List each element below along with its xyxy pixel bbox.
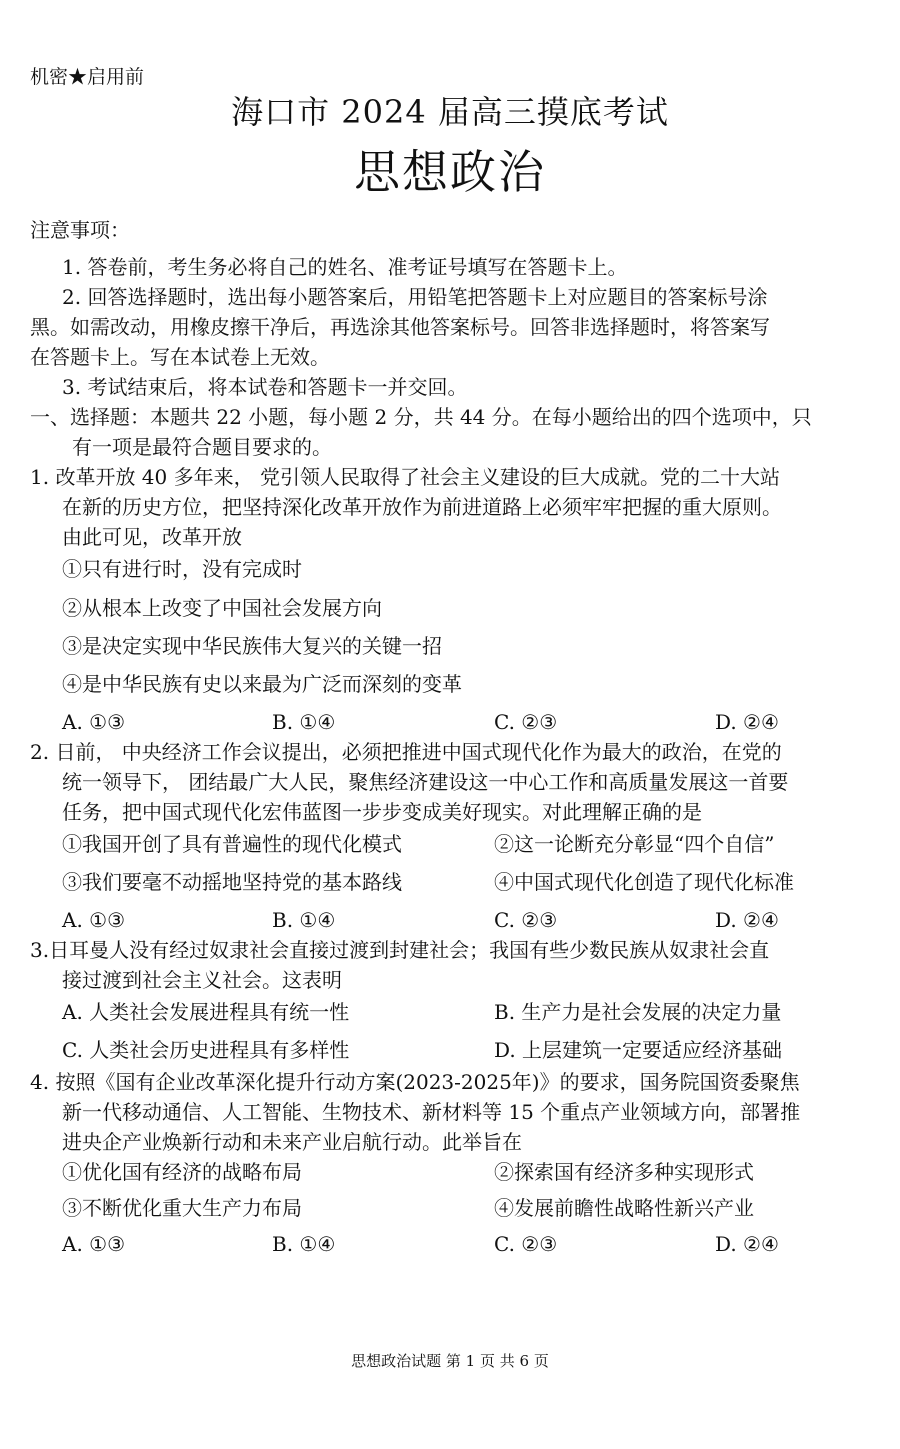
notice-heading: 注意事项： bbox=[30, 218, 130, 242]
question-4-stem: 新一代移动通信、人工智能、生物技术、新材料等 15 个重点产业领域方向，部署推 bbox=[62, 1100, 801, 1124]
notice-item: 3. 考试结束后，将本试卷和答题卡一并交回。 bbox=[62, 375, 468, 399]
notice-item: 在答题卡上。写在本试卷上无效。 bbox=[30, 345, 330, 369]
question-1-item: ①只有进行时，没有完成时 bbox=[62, 557, 302, 581]
question-3-option-d[interactable]: D. 上层建筑一定要适应经济基础 bbox=[494, 1038, 783, 1062]
question-1-option-d[interactable]: D. ②④ bbox=[715, 710, 779, 734]
question-4-item: ①优化国有经济的战略布局 bbox=[62, 1160, 302, 1184]
question-2-item: ①我国开创了具有普遍性的现代化模式 bbox=[62, 832, 402, 856]
question-1-stem: 1. 改革开放 40 多年来， 党引领人民取得了社会主义建设的巨大成就。党的二十大站 bbox=[30, 465, 780, 489]
question-2-option-a[interactable]: A. ①③ bbox=[62, 908, 126, 932]
notice-item: 黑。如需改动，用橡皮擦干净后，再选涂其他答案标号。回答非选择题时，将答案写 bbox=[30, 315, 770, 339]
question-3-option-a[interactable]: A. 人类社会发展进程具有统一性 bbox=[62, 1000, 350, 1024]
question-2-option-d[interactable]: D. ②④ bbox=[715, 908, 779, 932]
question-3-stem: 3.日耳曼人没有经过奴隶社会直接过渡到封建社会；我国有些少数民族从奴隶社会直 bbox=[30, 938, 770, 962]
confidential-label: 机密★启用前 bbox=[30, 66, 145, 88]
question-2-item: ③我们要毫不动摇地坚持党的基本路线 bbox=[62, 870, 402, 894]
notice-item: 2. 回答选择题时，选出每小题答案后，用铅笔把答题卡上对应题目的答案标号涂 bbox=[62, 285, 768, 309]
section-heading: 一、选择题：本题共 22 小题，每小题 2 分，共 44 分。在每小题给出的四个选项中，只 bbox=[30, 405, 812, 429]
question-4-item: ③不断优化重大生产力布局 bbox=[62, 1196, 302, 1220]
question-1-stem: 由此可见，改革开放 bbox=[62, 525, 242, 549]
notice-item: 1. 答卷前，考生务必将自己的姓名、准考证号填写在答题卡上。 bbox=[62, 255, 628, 279]
question-1-item: ③是决定实现中华民族伟大复兴的关键一招 bbox=[62, 634, 442, 658]
question-3-stem: 接过渡到社会主义社会。这表明 bbox=[62, 968, 342, 992]
question-4-option-d[interactable]: D. ②④ bbox=[715, 1232, 779, 1256]
question-1-stem: 在新的历史方位，把坚持深化改革开放作为前进道路上必须牢牢把握的重大原则。 bbox=[62, 495, 782, 519]
question-4-option-b[interactable]: B. ①④ bbox=[272, 1232, 336, 1256]
question-4-option-c[interactable]: C. ②③ bbox=[494, 1232, 558, 1256]
question-4-option-a[interactable]: A. ①③ bbox=[62, 1232, 126, 1256]
question-2-stem: 统一领导下， 团结最广大人民，聚焦经济建设这一中心工作和高质量发展这一首要 bbox=[62, 770, 789, 794]
subject-title: 思想政治 bbox=[354, 145, 546, 199]
question-4-item: ④发展前瞻性战略性新兴产业 bbox=[494, 1196, 754, 1220]
question-4-item: ②探索国有经济多种实现形式 bbox=[494, 1160, 754, 1184]
question-3-option-b[interactable]: B. 生产力是社会发展的决定力量 bbox=[494, 1000, 782, 1024]
question-1-option-c[interactable]: C. ②③ bbox=[494, 710, 558, 734]
question-2-option-c[interactable]: C. ②③ bbox=[494, 908, 558, 932]
page-footer: 思想政治试题 第 1 页 共 6 页 bbox=[351, 1352, 549, 1370]
question-1-option-b[interactable]: B. ①④ bbox=[272, 710, 336, 734]
section-heading-cont: 有一项是最符合题目要求的。 bbox=[72, 435, 332, 459]
question-4-stem: 4. 按照《国有企业改革深化提升行动方案(2023-2025年)》的要求，国务院国资委聚焦 bbox=[30, 1070, 800, 1094]
question-1-option-a[interactable]: A. ①③ bbox=[62, 710, 126, 734]
question-2-item: ④中国式现代化创造了现代化标准 bbox=[494, 870, 794, 894]
question-3-option-c[interactable]: C. 人类社会历史进程具有多样性 bbox=[62, 1038, 350, 1062]
question-4-stem: 进央企产业焕新行动和未来产业启航行动。此举旨在 bbox=[62, 1130, 522, 1154]
question-1-item: ②从根本上改变了中国社会发展方向 bbox=[62, 596, 382, 620]
question-2-stem: 任务，把中国式现代化宏伟蓝图一步步变成美好现实。对此理解正确的是 bbox=[62, 800, 702, 824]
question-1-item: ④是中华民族有史以来最为广泛而深刻的变革 bbox=[62, 672, 462, 696]
question-2-item: ②这一论断充分彰显“四个自信” bbox=[494, 832, 775, 856]
question-2-option-b[interactable]: B. ①④ bbox=[272, 908, 336, 932]
exam-title: 海口市 2024 届高三摸底考试 bbox=[231, 93, 669, 131]
question-2-stem: 2. 日前， 中央经济工作会议提出，必须把推进中国式现代化作为最大的政治，在党的 bbox=[30, 740, 782, 764]
